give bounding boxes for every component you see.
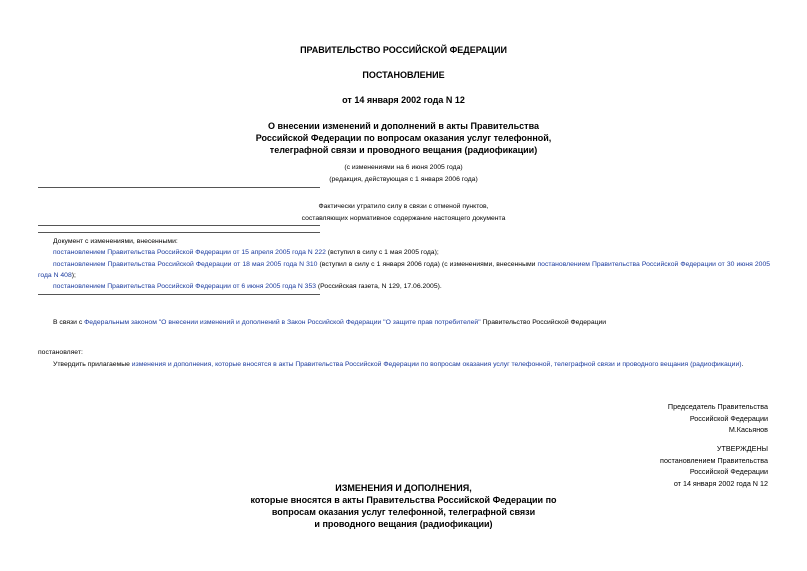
title-line: телеграфной связи и проводного вещания (радиофикации) — [269, 145, 538, 155]
approval-line: УТВЕРЖДЕНЫ — [716, 444, 768, 453]
decree-word: постановляет: — [38, 349, 83, 356]
divider — [38, 225, 320, 226]
government-heading: ПРАВИТЕЛЬСТВО РОССИЙСКОЙ ФЕДЕРАЦИИ — [300, 45, 507, 55]
divider — [38, 187, 320, 188]
amendment-link-408[interactable]: постановлением Правительства Российской Федерации от 30 июня 2005 года N 408 — [38, 260, 771, 279]
divider — [38, 294, 320, 295]
change-item-3: постановлением Правительства Российской Федерации от 6 июня 2005 года N 353 (Российская газета, N 129, 17.06.2005). — [53, 283, 442, 291]
amendment-link-310[interactable]: постановлением Правительства Российской Федерации от 18 мая 2005 года N 310 — [53, 260, 318, 268]
amendment-link-222[interactable]: постановлением Правительства Российской Федерации от 15 апреля 2005 года N 222 — [53, 249, 326, 257]
approve-paragraph: Утвердить прилагаемые изменения и дополнения, которые вносятся в акты Правительства Российской Федерации по вопросам оказания услуг телефонной, телеграфной связи и проводного вещания (радиофикации). — [53, 361, 744, 368]
changes-list — [38, 236, 770, 292]
signature-line: Российской Федерации — [689, 413, 768, 423]
title-line: Российской Федерации по вопросам оказания услуг телефонной, — [255, 133, 552, 143]
divider — [38, 232, 320, 233]
signature-line: Председатель Правительства — [667, 402, 768, 411]
signature-line: М.Касьянов — [728, 425, 768, 435]
edition-note: (с изменениями на 6 июня 2005 года) — [344, 164, 463, 171]
change-item-1: постановлением Правительства Российской Федерации от 15 апреля 2005 года N 222 (вступил в силу с 1 мая 2005 года); — [53, 249, 439, 257]
annex-title-line: и проводного вещания (радиофикации) — [314, 519, 493, 529]
edition-notes — [0, 162, 807, 186]
title-line: О внесении изменений и дополнений в акты Правительства — [267, 121, 540, 131]
federal-law-link[interactable]: Федеральным законом "О внесении изменений и дополнений в Закон Российской Федерации "О защите прав потребителей" — [84, 319, 481, 326]
approval-line: от 14 января 2002 года N 12 — [673, 478, 768, 488]
validity-note: составляющих нормативное содержание настоящего документа — [301, 215, 506, 222]
validity-note: Фактически утратило силу в связи с отменой пунктов, — [318, 203, 489, 210]
doc-date-number: от 14 января 2002 года N 12 — [342, 95, 465, 105]
change-item-2: постановлением Правительства Российской Федерации от 18 мая 2005 года N 310 (вступил в силу с 1 января 2006 года) (с изменениями, внесенными постановлением Правительства Российской Федерации от 30 июня 2005 года N 408); — [38, 260, 771, 279]
annex-link[interactable]: изменения и дополнения, которые вносятся в акты Правительства Российской Федерации по вопросам оказания услуг телефонной, телеграфной связи и проводного вещания (радиофикации) — [131, 361, 742, 368]
annex-title-line: вопросам оказания услуг телефонной, телеграфной связи — [271, 507, 536, 517]
signature-block — [668, 401, 768, 436]
changes-intro: Документ с изменениями, внесенными: — [53, 238, 178, 245]
annex-title — [0, 482, 807, 530]
doc-type-heading: ПОСТАНОВЛЕНИЕ — [362, 70, 445, 80]
validity-notes — [0, 201, 807, 225]
approval-line: постановлением Правительства — [660, 455, 768, 465]
edition-note: (редакция, действующая с 1 января 2006 года) — [329, 176, 478, 183]
annex-title-line: ИЗМЕНЕНИЯ И ДОПОЛНЕНИЯ, — [335, 483, 472, 493]
approval-line: Российской Федерации — [689, 467, 768, 477]
document-title — [0, 120, 807, 156]
amendment-link-353[interactable]: постановлением Правительства Российской Федерации от 6 июня 2005 года N 353 — [53, 283, 317, 291]
preamble-paragraph: В связи с Федеральным законом "О внесении изменений и дополнений в Закон Российской Федерации "О защите прав потребителей" Правительство Российской Федерации — [53, 319, 607, 326]
annex-title-line: которые вносятся в акты Правительства Российской Федерации по — [250, 495, 557, 505]
